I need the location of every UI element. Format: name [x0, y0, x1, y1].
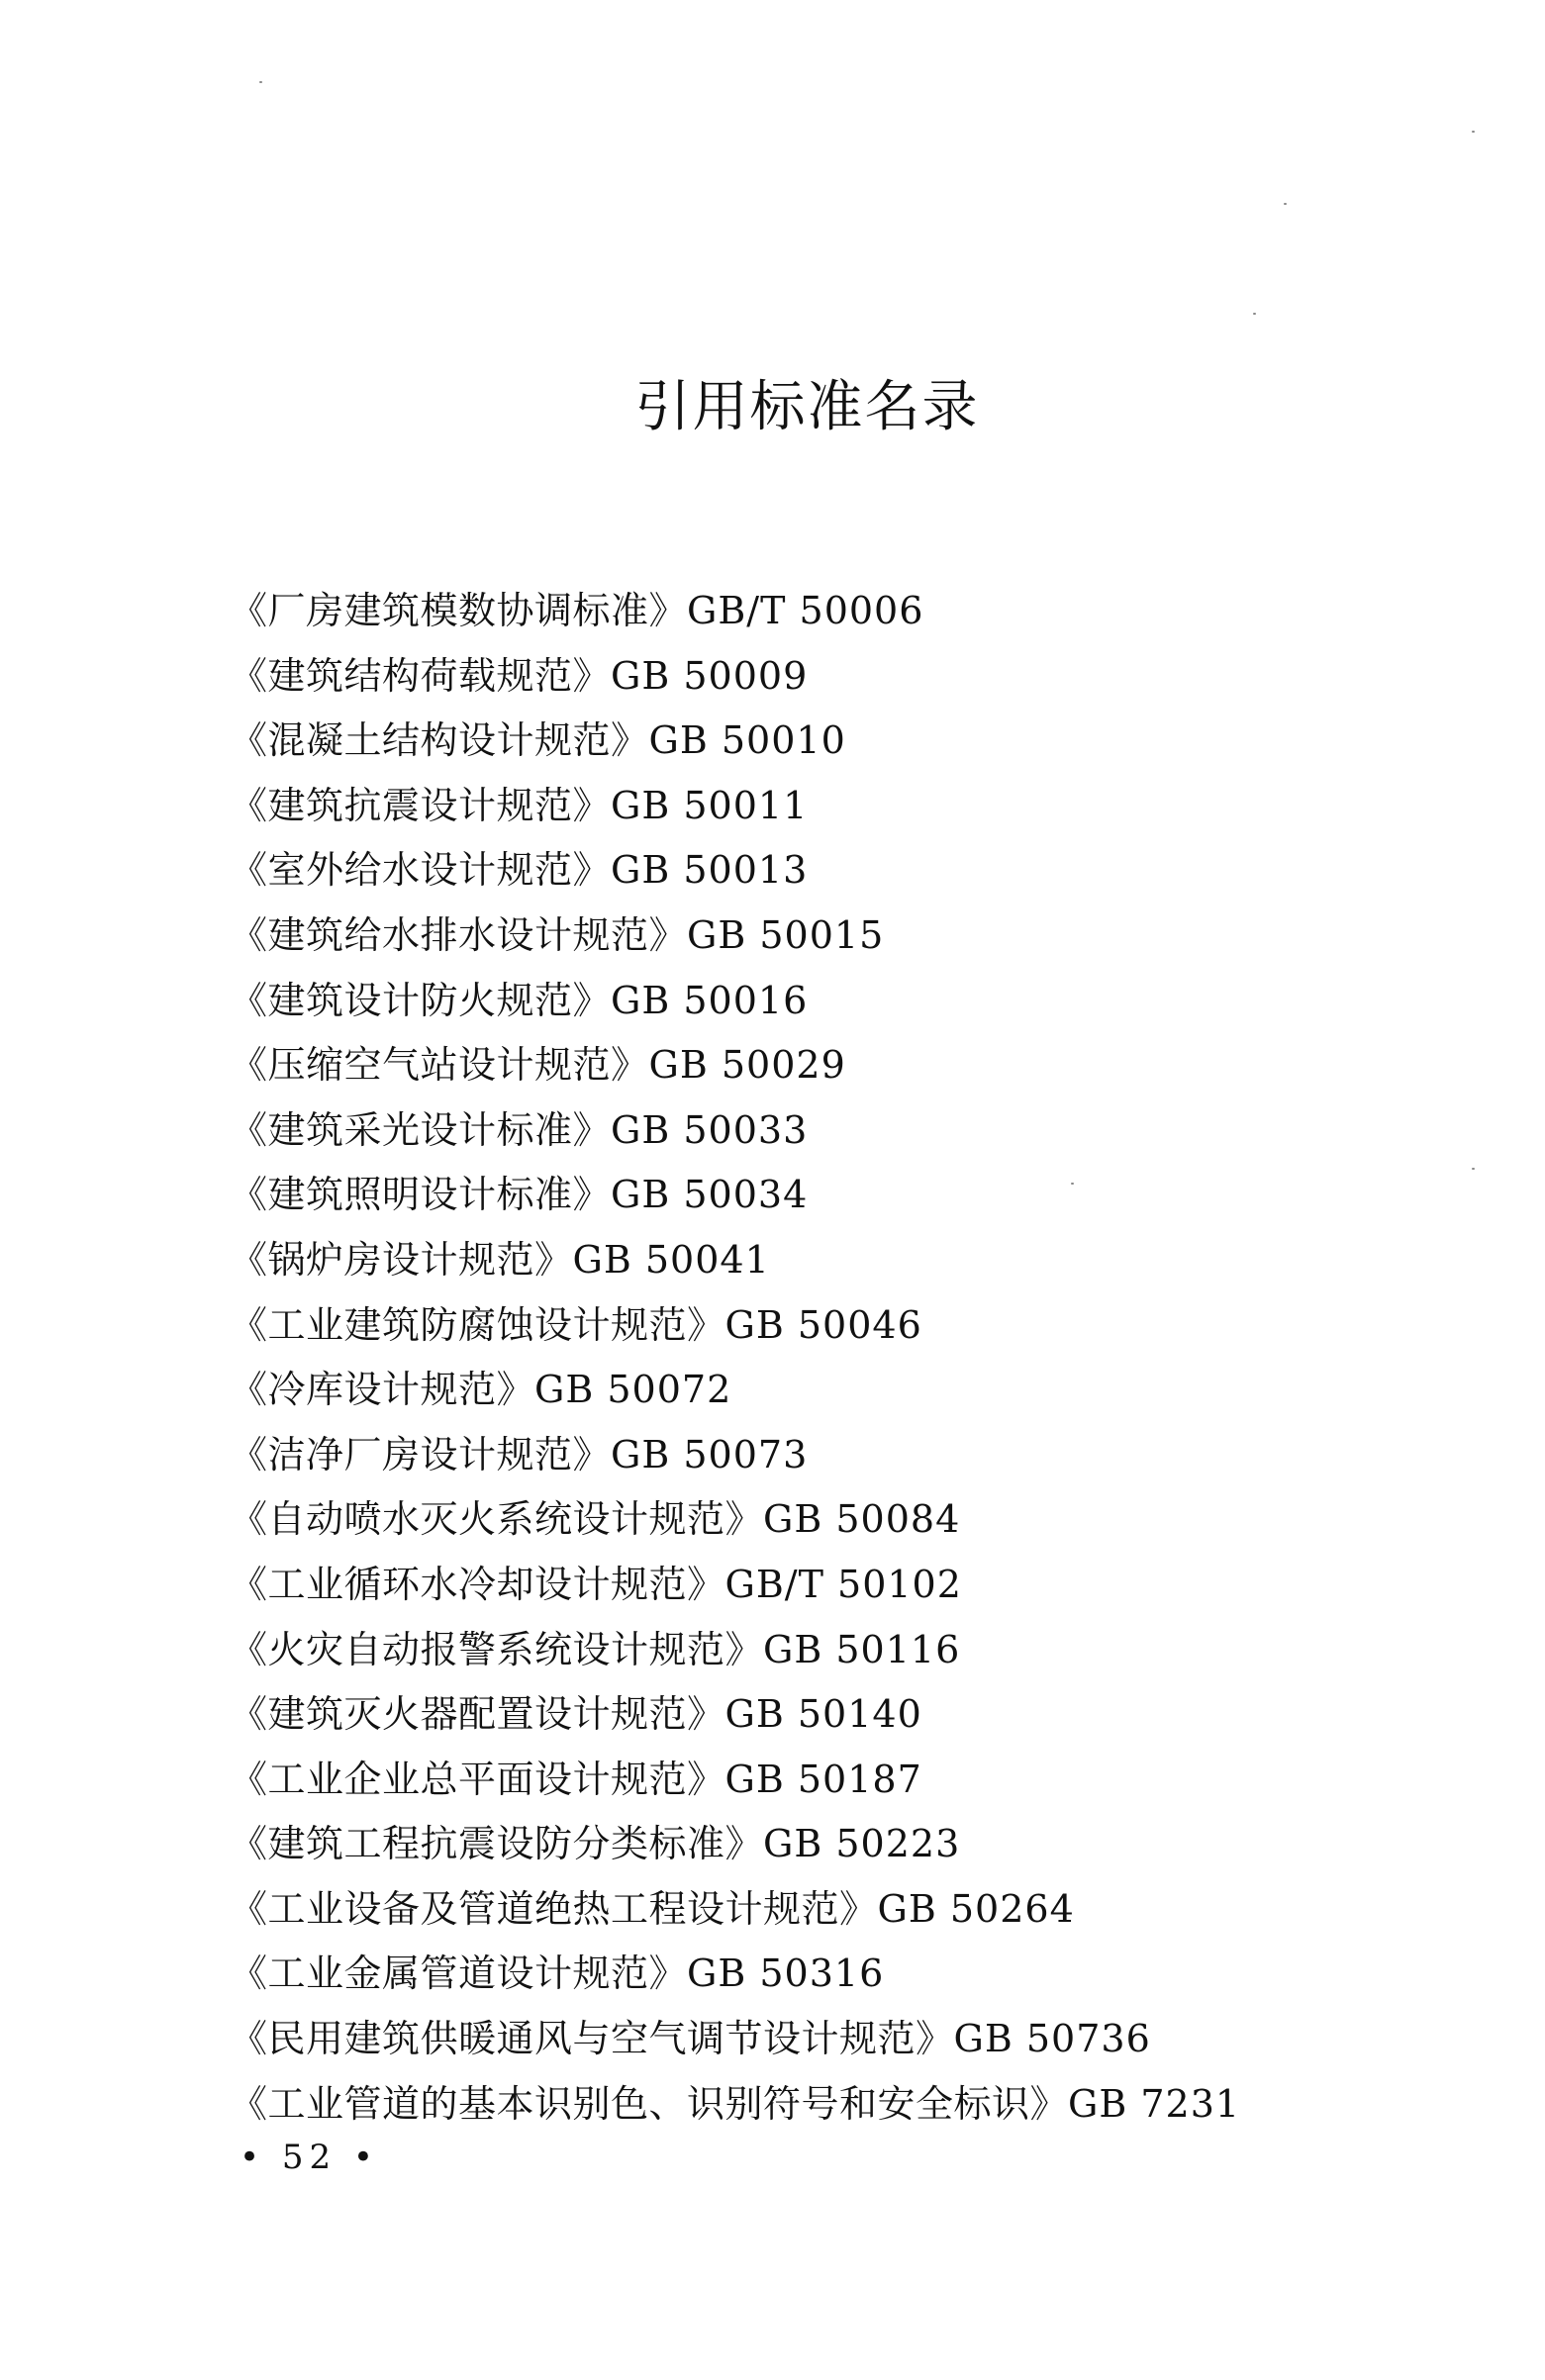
reference-code: GB 50034 — [611, 1173, 809, 1217]
page-number: • 52 • — [240, 2138, 379, 2177]
reference-item — [230, 2007, 1240, 2072]
reference-code: GB 50013 — [611, 848, 809, 893]
reference-code: GB 50187 — [724, 1757, 922, 1801]
reference-title: 《建筑工程抗震设防分类标准》 — [230, 1822, 764, 1866]
reference-code: GB 50041 — [572, 1237, 770, 1282]
reference-title: 《厂房建筑模数协调标准》 — [230, 589, 688, 632]
reference-code: GB 50033 — [611, 1107, 809, 1152]
reference-item — [230, 1228, 1240, 1293]
reference-title: 《工业企业总平面设计规范》 — [230, 1757, 725, 1801]
reference-item — [230, 1358, 1240, 1423]
reference-code: GB 50015 — [687, 912, 885, 957]
reference-item — [230, 709, 1240, 774]
reference-item — [230, 904, 1240, 969]
reference-title: 《火灾自动报警系统设计规范》 — [230, 1627, 764, 1671]
reference-item — [230, 1942, 1240, 2007]
reference-code: GB 50084 — [763, 1497, 961, 1542]
reference-title: 《自动喷水灭火系统设计规范》 — [230, 1497, 764, 1542]
page-title: 引用标准名录 — [634, 375, 980, 439]
reference-item — [230, 1098, 1240, 1164]
reference-code: GB 50029 — [648, 1043, 846, 1088]
reference-title: 《建筑照明设计标准》 — [230, 1173, 612, 1217]
scan-speck — [259, 81, 262, 83]
reference-item — [230, 1618, 1240, 1683]
reference-item — [230, 579, 1240, 644]
reference-item — [230, 1423, 1240, 1488]
reference-title: 《建筑设计防火规范》 — [230, 978, 612, 1022]
reference-title: 《工业金属管道设计规范》 — [230, 1952, 688, 1996]
reference-item — [230, 1553, 1240, 1618]
reference-code: GB 50223 — [763, 1822, 961, 1866]
reference-code: GB 50116 — [763, 1627, 961, 1671]
reference-item — [230, 1033, 1240, 1098]
reference-item — [230, 1877, 1240, 1943]
reference-title: 《建筑抗震设计规范》 — [230, 783, 612, 827]
reference-title: 《锅炉房设计规范》 — [230, 1237, 573, 1282]
reference-item — [230, 1748, 1240, 1813]
scan-speck — [1472, 1168, 1475, 1170]
reference-code: GB 50072 — [534, 1368, 732, 1412]
reference-item — [230, 1163, 1240, 1228]
scan-speck — [1472, 131, 1475, 133]
reference-title: 《建筑结构荷载规范》 — [230, 653, 612, 698]
scan-speck — [1253, 313, 1256, 315]
reference-code: GB 50010 — [648, 718, 846, 763]
reference-title: 《民用建筑供暖通风与空气调节设计规范》 — [230, 2017, 954, 2061]
reference-code: GB 50073 — [611, 1432, 809, 1476]
reference-item — [230, 1487, 1240, 1553]
reference-code: GB/T 50006 — [687, 589, 924, 632]
reference-list — [230, 579, 1240, 2137]
scan-speck — [1071, 1183, 1074, 1185]
reference-title: 《冷库设计规范》 — [230, 1368, 535, 1412]
reference-title: 《工业循环水冷却设计规范》 — [230, 1562, 725, 1606]
reference-title: 《建筑给水排水设计规范》 — [230, 912, 688, 957]
reference-item — [230, 838, 1240, 904]
reference-item — [230, 1293, 1240, 1359]
reference-title: 《室外给水设计规范》 — [230, 848, 612, 893]
reference-code: GB/T 50102 — [724, 1562, 962, 1606]
reference-item — [230, 774, 1240, 839]
reference-item — [230, 1812, 1240, 1877]
reference-code: GB 50140 — [724, 1692, 922, 1737]
reference-title: 《工业管道的基本识别色、识别符号和安全标识》 — [230, 2081, 1069, 2126]
reference-item — [230, 2072, 1240, 2138]
reference-code: GB 50046 — [724, 1302, 922, 1347]
reference-code: GB 50264 — [877, 1886, 1075, 1931]
reference-code: GB 7231 — [1068, 2081, 1241, 2126]
reference-code: GB 50316 — [687, 1952, 885, 1996]
reference-item — [230, 969, 1240, 1034]
reference-title: 《建筑灭火器配置设计规范》 — [230, 1692, 725, 1737]
reference-title: 《建筑采光设计标准》 — [230, 1107, 612, 1152]
reference-item — [230, 644, 1240, 710]
reference-title: 《压缩空气站设计规范》 — [230, 1043, 649, 1088]
reference-code: GB 50736 — [953, 2017, 1151, 2061]
reference-item — [230, 1682, 1240, 1748]
reference-code: GB 50016 — [611, 978, 809, 1022]
reference-title: 《工业建筑防腐蚀设计规范》 — [230, 1302, 725, 1347]
scan-speck — [1284, 203, 1287, 205]
reference-title: 《洁净厂房设计规范》 — [230, 1432, 612, 1476]
reference-title: 《工业设备及管道绝热工程设计规范》 — [230, 1886, 878, 1931]
reference-code: GB 50011 — [611, 783, 809, 827]
reference-title: 《混凝土结构设计规范》 — [230, 718, 649, 763]
reference-code: GB 50009 — [611, 653, 809, 698]
